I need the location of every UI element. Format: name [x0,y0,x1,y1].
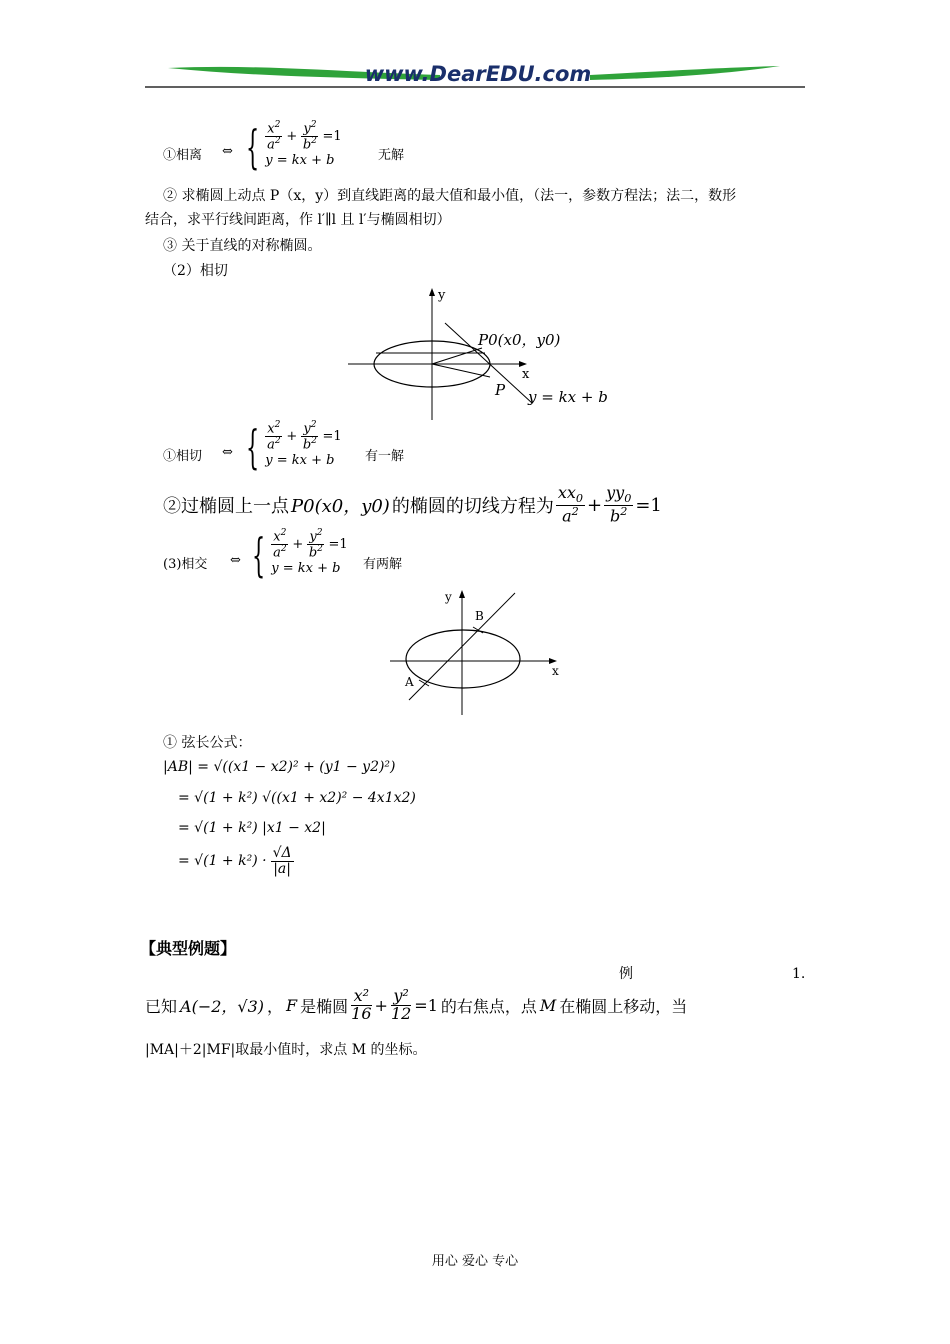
example-m: M [539,995,557,1015]
intersect-figure [385,585,575,720]
tangent-equals: =1 [322,428,342,444]
fig2-point-a: A [405,675,414,689]
separate-iff: ⇔ [222,144,233,159]
item2-line1: ② 求椭圆上动点 P（x，y）到直线距离的最大值和最小值，（法一，参数方程法；法二，数形 [163,188,737,204]
subsection-tangent-heading: （2）相切 [163,263,228,279]
example-plus: + [374,995,388,1015]
tangent-result: 有一解 [365,449,405,464]
chord-line-4 [178,846,294,876]
tangent-formula-prefix: ②过椭圆上一点 [163,496,289,518]
tangent-line-eq: y = kx + b [265,452,335,468]
separate-line-eq: y = kx + b [265,152,335,168]
separate-result: 无解 [378,148,405,163]
example-text-d: 的右焦点，点 [440,996,537,1016]
tangent-iff: ⇔ [222,445,233,460]
example-label: 例 [619,966,633,982]
header-logo [140,58,810,94]
fig2-y-label: y [445,590,452,604]
intersect-iff: ⇔ [230,553,241,568]
example-f: F [286,995,298,1015]
intersect-system: { $\frac{x^2}{a^2}$ + $\frac{y^2}{b^2}$ =1 y = kx + b [252,527,348,582]
chord-line-4-den: |a| [273,860,291,877]
fig1-line-eq: y = kx + b [528,388,608,406]
intersect-label: (3)相交 [163,557,208,572]
chord-line-4-prefix: = √(1 + k²) · [178,853,267,870]
separate-system: { $\frac{x^2}{a^2}$ + $\frac{y^2}{b^2}$ =1 y = kx + b [246,119,342,174]
example-number: 1. [792,966,806,982]
fig2-point-b: B [475,609,484,623]
tangent-formula-equals: =1 [635,494,662,516]
example-frac1-den: 16 [351,1003,372,1023]
chord-line-2: = √(1 + k²) √((x1 + x2)² − 4x1x2) [178,790,416,806]
chord-title: ① 弦长公式： [163,735,252,751]
item3-text: ③ 关于直线的对称椭圆。 [163,238,322,254]
tangent-label: ①相切 [163,449,203,464]
separate-label: ①相离 [163,148,203,163]
tangent-formula-point: P0(x0，y0) [291,496,390,518]
example-text [145,988,687,1023]
logo-text: www.DearEDU.com [364,62,592,86]
tangent-formula: ②过椭圆上一点 P0(x0，y0) 的椭圆的切线方程为 $\frac{xx_0}{a^2}$ + $\frac{yy_0}{b^2}$ =1 [163,483,662,526]
examples-heading: 【典型例题】 [140,939,237,958]
example-text-b: ， [267,996,284,1016]
example-line-2: |MA|＋2|MF|取最小值时，求点 M 的坐标。 [145,1042,427,1058]
fig1-y-label: y [438,288,446,303]
example-frac2-den: 12 [390,1003,412,1023]
chord-line-3: = √(1 + k²) |x1 − x2| [178,820,326,836]
item2-line2: 结合，求平行线间距离，作 l′∥l 且 l′与椭圆相切） [145,212,451,228]
chord-line-4-num: √Δ [272,845,292,861]
separate-equals: =1 [322,128,342,144]
fig1-point-p0: P0(x0，y0) [478,331,561,349]
tangent-formula-middle: 的椭圆的切线方程为 [391,496,554,518]
example-text-e: 在椭圆上移动，当 [559,996,688,1016]
fig2-x-label: x [552,664,559,678]
intersect-result: 有两解 [363,557,403,572]
fig1-point-p: P [495,381,506,399]
chord-line-1: |AB| = √((x1 − x2)² + (y1 − y2)²) [163,759,396,775]
fig1-x-label: x [522,367,530,382]
intersect-line-eq: y = kx + b [271,560,341,576]
example-point-a: A(−2，√3) [180,996,265,1016]
example-frac1-num: x² [351,988,371,1006]
tangent-system: { $\frac{x^2}{a^2}$ + $\frac{y^2}{b^2}$ =1 y = kx + b [246,419,342,474]
example-text-a: 已知 [145,996,178,1016]
example-eq: =1 [414,995,438,1015]
footer-text: 用心 爱心 专心 [431,1254,519,1269]
example-frac2-num: y² [391,988,411,1006]
tangent-figure [340,285,630,425]
intersect-equals: =1 [328,536,348,552]
example-text-c: 是椭圆 [300,996,349,1016]
